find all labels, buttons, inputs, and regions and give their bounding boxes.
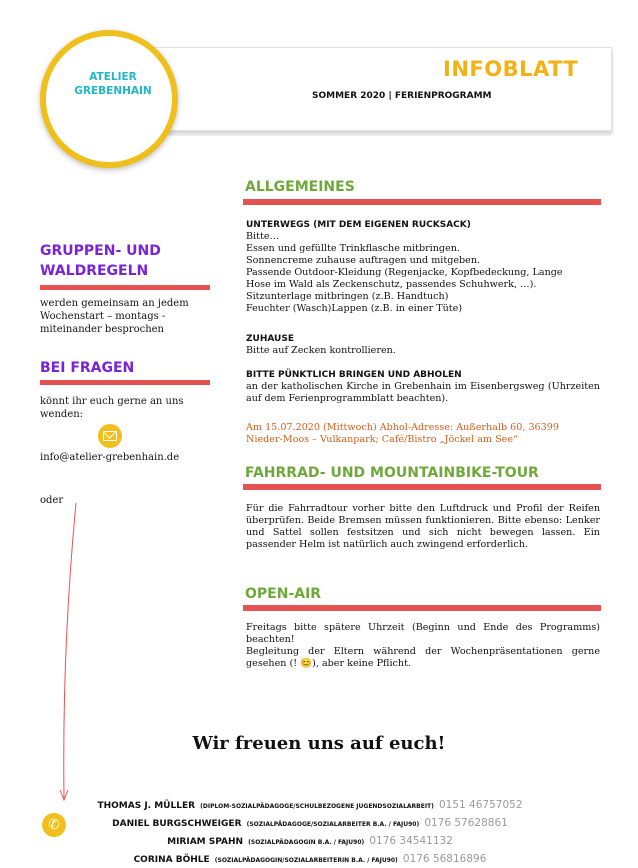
unterwegs-line: Sonnencreme zuhause auftragen und mitgeben.: [246, 255, 481, 266]
unterwegs-line: Sitzunterlage mitbringen (z.B. Handtuch): [246, 291, 449, 302]
smiley-icon: 😊: [300, 658, 313, 669]
heading-gruppenregeln-line1: GRUPPEN- UND: [40, 243, 161, 259]
unterwegs-line: Passende Outdoor-Kleidung (Regenjacke, Kopfbedeckung, Lange: [246, 267, 563, 278]
contact-name: MIRIAM SPAHN: [167, 837, 244, 847]
heading-fahrrad: FAHRRAD- UND MOUNTAINBIKE-TOUR: [245, 465, 539, 481]
closing-text: Wir freuen uns auf euch!: [192, 733, 446, 754]
special-line2: Nieder-Moos – Vulkanpark; Café/Bistro „Jöckel am See“: [246, 434, 518, 445]
heading-openair: OPEN-AIR: [245, 586, 322, 602]
contact-list: [60, 796, 560, 868]
contact-role: (SOZIALPÄDAGOGIN B.A. / FAJU90): [248, 839, 365, 846]
contact-role: (SOZIALPÄDAGOGIN/SOZIALARBEITERIN B.A. / FAJU90): [214, 857, 398, 864]
openair-text2-after: ), aber keine Pflicht.: [312, 658, 411, 669]
logo-line1: ATELIER: [89, 71, 137, 83]
contact-phone[interactable]: 0176 57628861: [424, 817, 508, 829]
zuhause-heading: ZUHAUSE: [246, 334, 294, 344]
abholen-heading: BITTE PÜNKTLICH BRINGEN UND ABHOLEN: [246, 370, 462, 380]
contact-name: THOMAS J. MÜLLER: [97, 801, 196, 811]
contact-phone[interactable]: 0176 56816896: [402, 853, 487, 865]
contact-name: DANIEL BURGSCHWEIGER: [112, 819, 242, 829]
oder-text: oder: [40, 495, 64, 506]
unterwegs-line: Hose im Wald als Zeckenschutz, passendes Schuhwerk, …).: [246, 279, 537, 290]
rules-text-line: miteinander besprochen: [40, 324, 164, 335]
rules-text-line: werden gemeinsam an jedem: [40, 298, 189, 309]
heading-gruppenregeln-line2: WALDREGELN: [40, 263, 149, 279]
special-line1: Am 15.07.2020 (Mittwoch) Abhol-Adresse: Außerhalb 60, 36399: [246, 422, 559, 433]
unterwegs-line: Bitte…: [246, 231, 280, 242]
unterwegs-line: Feuchter (Wasch)Lappen (z.B. in einer Tüte): [246, 303, 463, 314]
contact-name: CORINA BÖHLE: [133, 855, 210, 865]
zuhause-text: Bitte auf Zecken kontrollieren.: [246, 345, 396, 356]
unterwegs-line: Essen und gefüllte Trinkflasche mitbringen.: [246, 243, 460, 254]
phone-icon: ✆: [42, 813, 66, 837]
rules-text-line: Wochenstart – montags -: [40, 311, 166, 322]
contact-row: [60, 832, 560, 850]
contact-row: [60, 850, 560, 868]
logo-line2: GREBENHAIN: [74, 85, 152, 97]
heading-bei-fragen: BEI FRAGEN: [40, 360, 135, 376]
questions-text-line: könnt ihr euch gerne an uns: [40, 396, 184, 407]
page-title: INFOBLATT: [443, 57, 579, 81]
page-subtitle: SOMMER 2020 | FERIENPROGRAMM: [312, 91, 492, 101]
contact-phone[interactable]: 0176 34541132: [369, 835, 453, 847]
contact-row: [60, 814, 560, 832]
unterwegs-heading: UNTERWEGS (MIT DEM EIGENEN RUCKSACK): [246, 220, 471, 230]
email-link[interactable]: info@atelier-grebenhain.de: [40, 452, 180, 463]
contact-phone[interactable]: 0151 46757052: [439, 799, 523, 811]
contact-row: [60, 796, 560, 814]
openair-text1: Freitags bitte spätere Uhrzeit (Beginn und Ende des Programms) beachten!: [246, 622, 600, 645]
contact-role: (SOZIALPÄDAGOGE/SOZIALARBEITER B.A. / FAJU90): [246, 821, 420, 828]
contact-role: (DIPLOM-SOZIALPÄDAGOGE/SCHULBEZOGENE JUGENDSOZIALARBEIT): [200, 803, 434, 810]
openair-text2-before: Begleitung der Eltern während der Wochenpräsentationen gerne gesehen (!: [246, 646, 600, 669]
heading-allgemeines: ALLGEMEINES: [245, 179, 355, 195]
questions-text-line: wenden:: [40, 409, 84, 420]
fahrrad-text: Für die Fahrradtour vorher bitte den Luftdruck und Profil der Reifen überprüfen. Beide Bremsen müssen funktionieren. Bitte ebenso: Lenker und Sattel sollen festsitzen und sich nicht bewegen lassen. Ein passender Helm ist natürlich auch zwingend erforderlich.: [246, 503, 600, 550]
abholen-text: an der katholischen Kirche in Grebenhain im Eisenbergsweg (Uhrzeiten auf dem Ferienprogrammblatt beachten).: [246, 381, 600, 404]
